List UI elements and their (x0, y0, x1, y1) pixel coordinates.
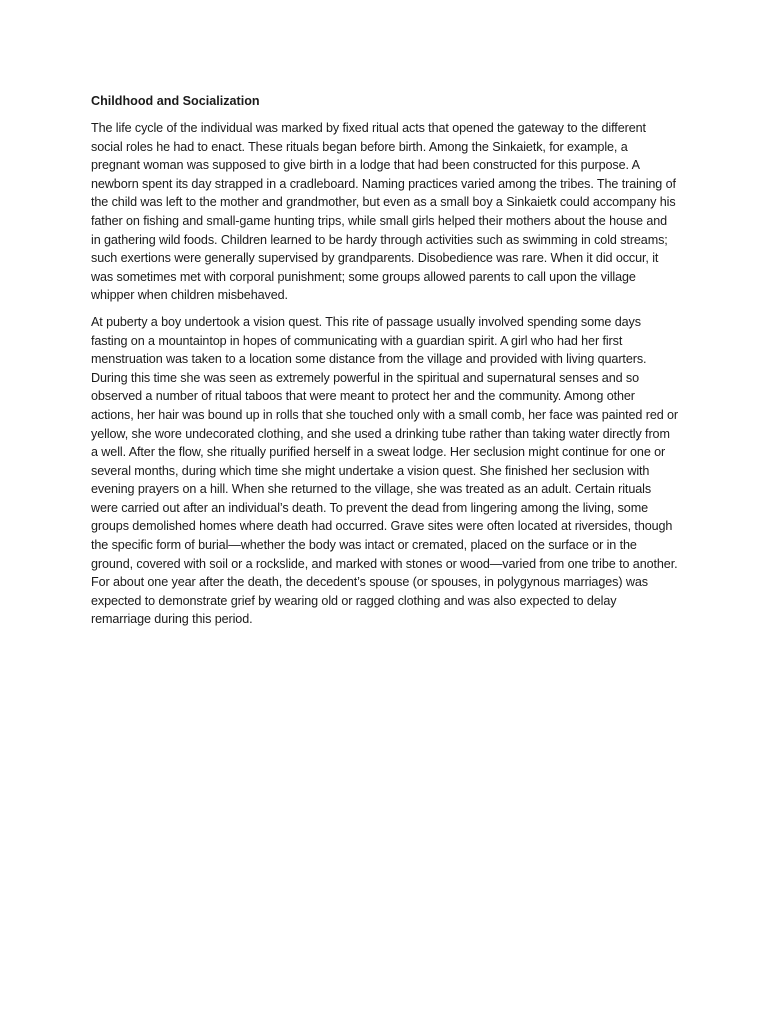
paragraph-childhood: The life cycle of the individual was marked by fixed ritual acts that opened the gateway to the different social roles he had to enact. These rituals began before birth. Among the Sinkaietk, for example, a pregnant woman was supposed to give birth in a lodge that had been constructed for this purpose. A newborn spent its day strapped in a cradleboard. Naming practices varied among the tribes. The training of the child was left to the mother and grandmother, but even as a small boy a Sinkaietk could accompany his father on fishing and small-game hunting trips, while small girls helped their mothers about the house and in gathering wild foods. Children learned to be hardy through activities such as swimming in cold streams; such exertions were generally supervised by grandparents. Disobedience was rare. When it did occur, it was sometimes met with corporal punishment; some groups allowed parents to call upon the village whipper when children misbehaved. (91, 121, 676, 303)
paragraph-puberty-death: At puberty a boy undertook a vision quest. This rite of passage usually involved spending some days fasting on a mountaintop in hopes of communicating with a guardian spirit. A girl who had her first menstruation was taken to a location some distance from the village and provided with living quarters. During this time she was seen as extremely powerful in the spiritual and supernatural senses and so observed a number of ritual taboos that were meant to protect her and the community. Among other actions, her hair was bound up in rolls that she touched only with a small comb, her face was painted red or yellow, she wore undecorated clothing, and she used a drinking tube rather than taking water directly from a well. After the flow, she ritually purified herself in a sweat lodge. Her seclusion might continue for one or several months, during which time she might undertake a vision quest. She finished her seclusion with evening prayers on a hill. When she returned to the village, she was treated as an adult. Certain rituals were carried out after an individual’s death. To prevent the dead from lingering among the living, some groups demolished homes where death had occurred. Grave sites were often located at riversides, though the specific form of burial—whether the body was intact or cremated, placed on the surface or in the ground, covered with soil or a rockslide, and marked with stones or wood—varied from one tribe to another. For about one year after the death, the decedent’s spouse (or spouses, in polygynous marriages) was expected to demonstrate grief by wearing old or ragged clothing and was also expected to delay remarriage during this period. (91, 314, 679, 627)
section-heading: Childhood and Socialization (91, 94, 260, 108)
document-body (91, 92, 679, 637)
